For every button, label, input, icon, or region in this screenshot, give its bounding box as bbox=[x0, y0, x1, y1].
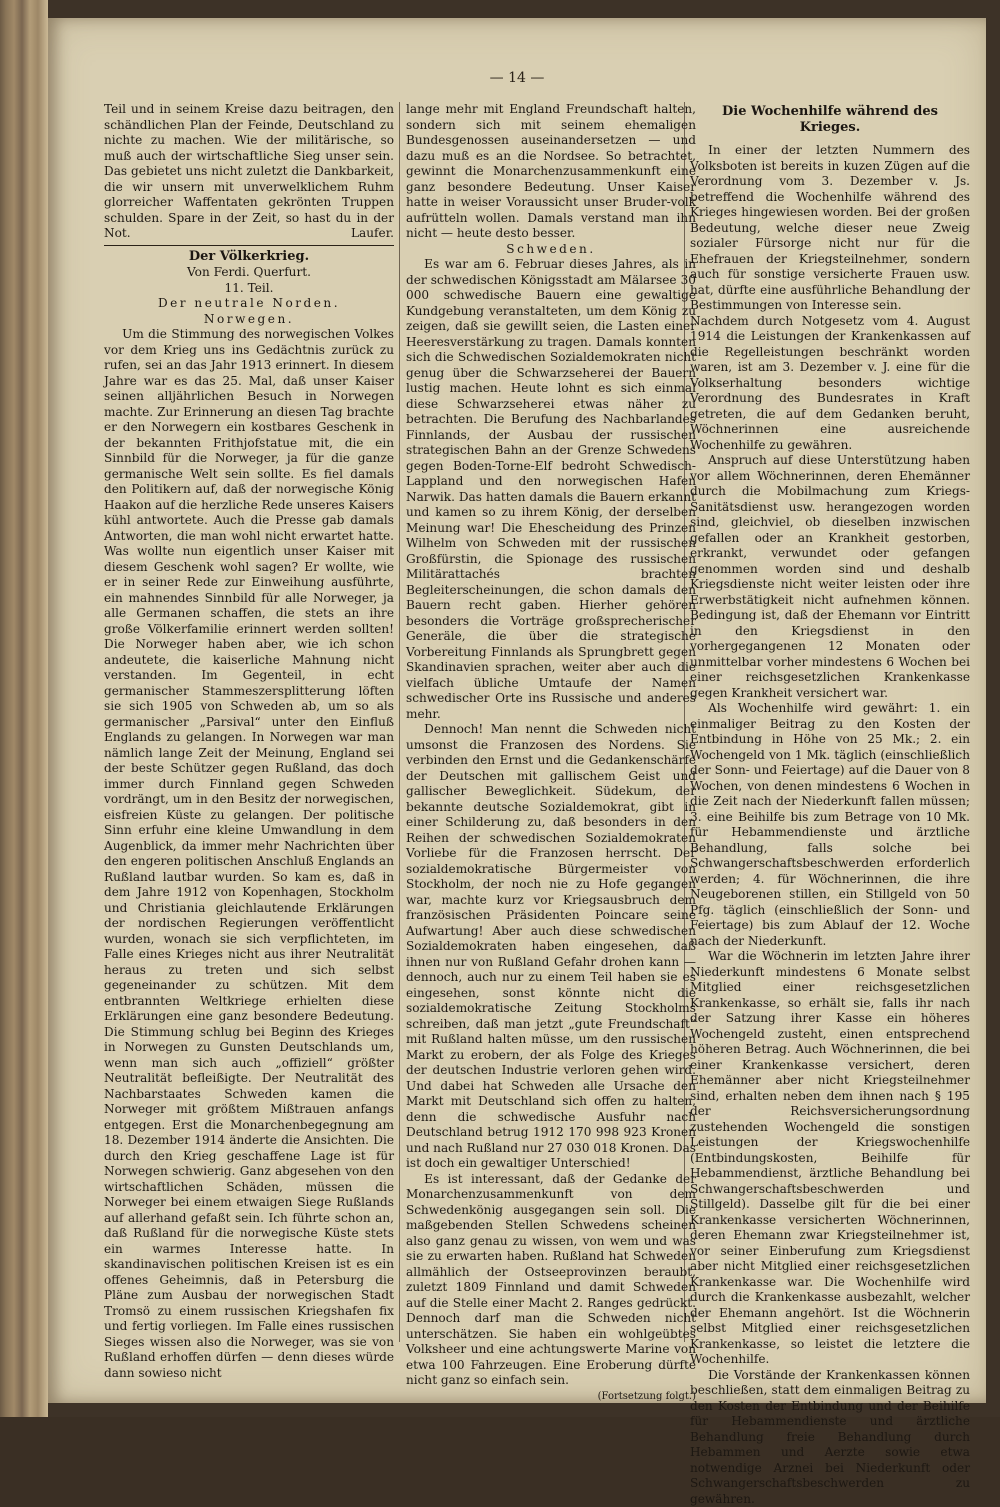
paragraph: War die Wöchnerin im letzten Jahre ihrer Niederkunft mindestens 6 Monate selbst Mitglied einer reichsgesetzlichen Krankenkasse, so erhält sie, falls ihr nach der Satzung ihrer Kasse ein höheres Wochengeld zusteht, einen entsprechend höheren Betrag. Auch Wöchnerinnen, die bei einer Krankenkasse versichert, deren Ehemänner aber nicht Kriegsteilnehmer sind, erhalten neben dem ihnen nach § 195 der Reichsversicherungsordnung zustehenden Wochengeld die sonstigen Leistungen der Kriegswochenhilfe (Entbindungskosten, Beihilfe für Hebammendienst, ärztliche Behandlung bei Schwangerschaftsbeschwerden und Stillgeld). Dasselbe gilt für die bei einer Krankenkasse versicherten Wöchnerinnen, deren Ehemann zwar Kriegsteilnehmer ist, vor seiner Einberufung zum Kriegsdienst aber nicht Mitglied einer reichsgesetzlichen Krankenkasse war. Die Wochenhilfe wird durch die Krankenkasse ausbezahlt, welcher der Ehemann angehört. Ist die Wöchnerin selbst Mitglied einer reichsgesetzlichen Krankenkasse, so leistet die letztere die Wochenhilfe. bbox=[690, 949, 970, 1368]
paragraph: Anspruch auf diese Unterstützung haben vor allem Wöchnerinnen, deren Ehemänner durch die Mobilmachung zum Kriegs-Sanitätsdienst usw. herangezogen worden sind, gleichviel, ob dieselben inzwischen gefallen oder an Krankheit gestorben, erkrankt, verwundet oder gefangen genommen worden sind und deshalb Kriegsdienste nicht weiter leisten oder ihre Erwerbstätigkeit nicht aufnehmen können. Bedingung ist, daß der Ehemann vor Eintritt in den Kriegsdienst in den vorhergegangenen 12 Monaten oder unmittelbar vorher mindestens 6 Wochen bei einer reichsgesetzlichen Krankenkasse gegen Krankheit versichert war. bbox=[690, 453, 970, 701]
section-rule bbox=[104, 245, 394, 246]
paragraph: Nachdem durch Notgesetz vom 4. August 1914 die Leistungen der Krankenkassen auf die Regelleistungen beschränkt worden waren, ist am 3. Dezember v. J. eine für die Volkserhaltung besonders wichtige Verordnung des Bundesrates in Kraft getreten, die auf dem Gedanken beruht, Wöchnerinnen eine ausreichende Wochenhilfe zu gewähren. bbox=[690, 314, 970, 454]
paragraph: Es ist interessant, daß der Gedanke der Monarchenzusammenkunft von dem Schwedenkönig ausgegangen sein soll. Die maßgebenden Stellen Schwedens scheinen also ganz genau zu wissen, von wem und was sie zu erwarten haben. Rußland hat Schweden allmählich der Ostseeprovinzen beraubt, zuletzt 1809 Finnland und damit Schweden auf die Stelle einer Macht 2. Ranges gedrückt. Dennoch darf man die Schweden nicht unterschätzen. Sie haben ein wohlgeübtes Volksheer und eine achtungswerte Marine von etwa 100 Fahrzeugen. Eine Eroberung dürfte nicht ganz so einfach sein. bbox=[406, 1172, 696, 1389]
column-3 bbox=[690, 102, 970, 1347]
article-headline: Die Wochenhilfe während des Krieges. bbox=[690, 104, 970, 135]
paragraph: In einer der letzten Nummern des Volksboten ist bereits in kuzen Zügen auf die Verordnung vom 3. Dezember v. Js. betreffend die Wochenhilfe während des Krieges hingewiesen worden. Bei der großen Bedeutung, welche dieser neue Zweig sozialer Fürsorge nicht nur für die Ehefrauen der Kriegsteilnehmer, sondern auch für sonstige versicherte Frauen usw. hat, dürfte eine ausführliche Behandlung der Bestimmungen von Interesse sein. bbox=[690, 143, 970, 314]
subsection-title: Norwegen. bbox=[104, 312, 394, 328]
article-headline: Der Völkerkrieg. bbox=[104, 249, 394, 265]
article-body: Um die Stimmung des norwegischen Volkes vor dem Krieg uns ins Gedächtnis zurück zu rufen, sei an das Jahr 1913 erinnert. In diesem Jahre war es das 25. Mal, daß unser Kaiser seinen alljährlichen Besuch in Norwegen machte. Zur Erinnerung an diesen Tag brachte er den Norwegern ein kostbares Geschenk in der bekannten Frithjofstatue mit, die ein Sinnbild für die Norweger, ja für die ganze germanische Welt sein sollte. Es fiel damals den Politikern auf, daß der norwegische König Haakon auf die herzliche Rede unseres Kaisers kühl antwortete. Auch die Presse gab damals Antworten, die man wohl nicht erwartet hatte. Was wollte nun eigentlich unser Kaiser mit diesem Geschenk wohl sagen? Er wollte, wie er in seiner Rede zur Einweihung ausführte, ein mahnendes Sinnbild für alle Norweger, ja alle Germanen schaffen, die stets an ihre große Völkerfamilie erinnert werden sollten! Die Norweger haben aber, wie ich schon andeutete, die kaiserliche Mahnung nicht verstanden. Im Gegenteil, in echt germanischer Stammeszersplitterung löften sie sich 1905 von Schweden ab, um so als germanischer „Parsival“ unter den Einfluß Englands zu gelangen. In Norwegen war man nämlich lange Zeit der Meinung, England sei der beste Schützer gegen Rußland, das doch immer durch Finnland gegen Schweden vordrängt, um in den Besitz der norwegischen, eisfreien Küste zu gelangen. Der politische Sinn erfuhr eine kleine Umwandlung in dem Augenblick, da immer mehr Nachrichten über den engeren politischen Anschluß Englands an Rußland lautbar wurden. So kam es, daß in dem Jahre 1912 von Kopenhagen, Stockholm und Christiania gleichlautende Erklärungen der nordischen Regierungen veröffentlicht wurden, wonach sie sich verpflichteten, im Falle eines Krieges nicht aus ihrer Neutralität heraus zu treten und sich selbst gegeneinander zu schützen. Mit dem entbrannten Weltkriege erhielten diese Erklärungen eine ganz besondere Bedeutung. Die Stimmung schlug bei Beginn des Krieges in Norwegen zu Gunsten Deutschlands um, wenn man sich auch „offiziell“ größter Neutralität befleißigte. Der Neutralität des Nachbarstaates Schweden kamen die Norweger mit größtem Mißtrauen anfangs entgegen. Erst die Monarchenbegegnung am 18. Dezember 1914 änderte die Ansichten. Die durch den Krieg geschaffene Lage ist für Norwegen schwierig. Ganz abgesehen von den wirtschaftlichen Schäden, müssen die Norweger bei einem etwaigen Siege Rußlands auf allerhand gefaßt sein. Ich führte schon an, daß Rußland für die norwegische Küste stets ein warmes Interesse hatte. In skandinavischen politischen Kreisen ist es ein offenes Geheimnis, daß in Petersburg die Pläne zum Ausbau der norwegischen Stadt Tromsö zu einem russischen Kriegshafen fix und fertig vorliegen. Im Falle eines russischen Sieges wissen also die Norweger, was sie von Rußland erhoffen dürfen — denn dieses würde dann sowieso nicht bbox=[104, 327, 394, 1381]
paragraph: Es war am 6. Februar dieses Jahres, als in der schwedischen Königsstadt am Mälarsee 30 000 schwedische Bauern eine gewaltige Kundgebung veranstalteten, um dem König zu zeigen, daß sie gewillt seien, die Lasten einer Heeresverstärkung zu tragen. Damals konnten sich die Schwedischen Sozialdemokraten nicht genug über die Schwarzseherei der Bauern lustig machen. Heute lohnt es sich einmal diese Schwarzseherei etwas näher zu betrachten. Die Berufung des Nachbarlandes Finnlands, der Ausbau der russischen strategischen Bahn an der Grenze Schwedens gegen Boden-Torne-Elf bedroht Schwedisch-Lappland und den norwegischen Hafen Narwik. Das hatten damals die Bauern erkannt und kamen so zu ihrem König, der derselben Meinung war! Die Ehescheidung des Prinzen Wilhelm von Schweden mit der russischen Großfürstin, die Spionage des russischen Militärattachés brachten Begleiterscheinungen, die schon damals den Bauern recht gaben. Hierher gehören besonders die Vorträge großsprecherischer Generäle, die über die strategische Vorbereitung Finnlands als Sprungbrett gegen Skandinavien sprachen, weiter aber auch die vielfach übliche Umtaufe der Namen schwedischer Orte ins Russische und anderes mehr. bbox=[406, 257, 696, 722]
newspaper-page bbox=[48, 18, 986, 1403]
page-number: — 14 — bbox=[48, 70, 986, 86]
subsection-title: Schweden. bbox=[406, 242, 696, 258]
paragraph: lange mehr mit England Freundschaft halten, sondern sich mit seinem ehemaligen Bundesgenossen auseinandersetzen — und dazu muß es an die Nordsee. So betrachtet, gewinnt die Monarchenzusammenkunft eine ganz besondere Bedeutung. Unser Kaiser hatte in weiser Voraussicht unser Bruder-volk aufrütteln wollen. Damals verstand man ihn nicht — heute desto besser. bbox=[406, 102, 696, 242]
book-spine-edges bbox=[0, 0, 48, 1417]
intro-signature: Laufer. bbox=[351, 226, 394, 242]
paragraph: Als Wochenhilfe wird gewährt: 1. ein einmaliger Beitrag zu den Kosten der Entbindung in Höhe von 25 Mk.; 2. ein Wochengeld von 1 Mk. täglich (einschließlich der Sonn- und Feiertage) auf die Dauer von 8 Wochen, von denen mindestens 6 Wochen in die Zeit nach der Niederkunft fallen müssen; 3. eine Beihilfe bis zum Betrage von 10 Mk. für Hebammendienste und ärztliche Behandlung, falls solche bei Schwangerschaftsbeschwerden erforderlich werden; 4. für Wöchnerinnen, die ihre Neugeborenen stillen, ein Stillgeld von 50 Pfg. täglich (einschließlich der Sonn- und Feiertage) bis zum Ablauf der 12. Woche nach der Niederkunft. bbox=[690, 701, 970, 949]
column-1 bbox=[104, 102, 394, 1347]
article-part: 11. Teil. bbox=[104, 281, 394, 297]
column-2 bbox=[406, 102, 696, 1347]
paragraph: Die Vorstände der Krankenkassen können beschließen, statt dem einmaligen Beitrag zu den Kosten der Entbindung und der Beihilfe für Hebammendienste und ärztliche Behandlung freie Behandlung durch Hebammen und Aerzte sowie etwa notwendige Arznei bei Niederkunft oder Schwangerschaftsbeschwerden zu gewähren. bbox=[690, 1368, 970, 1507]
continued-note: (Fortsetzung folgt.) bbox=[406, 1389, 696, 1405]
column-divider bbox=[399, 102, 400, 1342]
article-byline: Von Ferdi. Querfurt. bbox=[104, 265, 394, 281]
section-title: Der neutrale Norden. bbox=[104, 296, 394, 312]
paragraph: Dennoch! Man nennt die Schweden nicht umsonst die Franzosen des Nordens. Sie verbinden den Ernst und die Gedankenschärfe der Deutschen mit gallischem Geist und gallischer Beweglichkeit. Südekum, der bekannte deutsche Sozialdemokrat, gibt in einer Schilderung zu, daß besonders in den Reihen der schwedischen Sozialdemokraten Vorliebe für die Franzosen herrscht. Der sozialdemokratische Bürgermeister von Stockholm, der noch nie zu Hofe gegangen war, machte kurz vor Kriegsausbruch dem französischen Präsidenten Poincare seine Aufwartung! Aber auch diese schwedischen Sozialdemokraten haben eingesehen, daß ihnen nur von Rußland Gefahr drohen kann — dennoch, auch nur zu einem Teil haben sie es eingesehen, sonst könnte nicht die sozialdemokratische Zeitung Stockholms schreiben, daß man jetzt „gute Freundschaft“ mit Rußland halten müsse, um den russischen Markt zu erobern, der als Folge des Krieges der deutschen Industrie verloren gehen wird. Und dabei hat Schweden alle Ursache den Markt mit Deutschland sich offen zu halten, denn die schwedische Ausfuhr nach Deutschland betrug 1912 170 998 923 Kronen und nach Rußland nur 27 030 018 Kronen. Das ist doch ein gewaltiger Unterschied! bbox=[406, 722, 696, 1172]
intro-paragraph: Teil und in seinem Kreise dazu beitragen, den schändlichen Plan der Feinde, Deutschland zu nichte zu machen. Wie der militärische, so muß auch der wirtschaftliche Sieg unser sein. Das gebietet uns nicht zuletzt die Dankbarkeit, die wir unsern mit unverwelklichem Ruhm glorreicher Waffentaten gekrönten Truppen schulden. Spare in der Zeit, so hast du in der Not. Laufer. bbox=[104, 102, 394, 242]
